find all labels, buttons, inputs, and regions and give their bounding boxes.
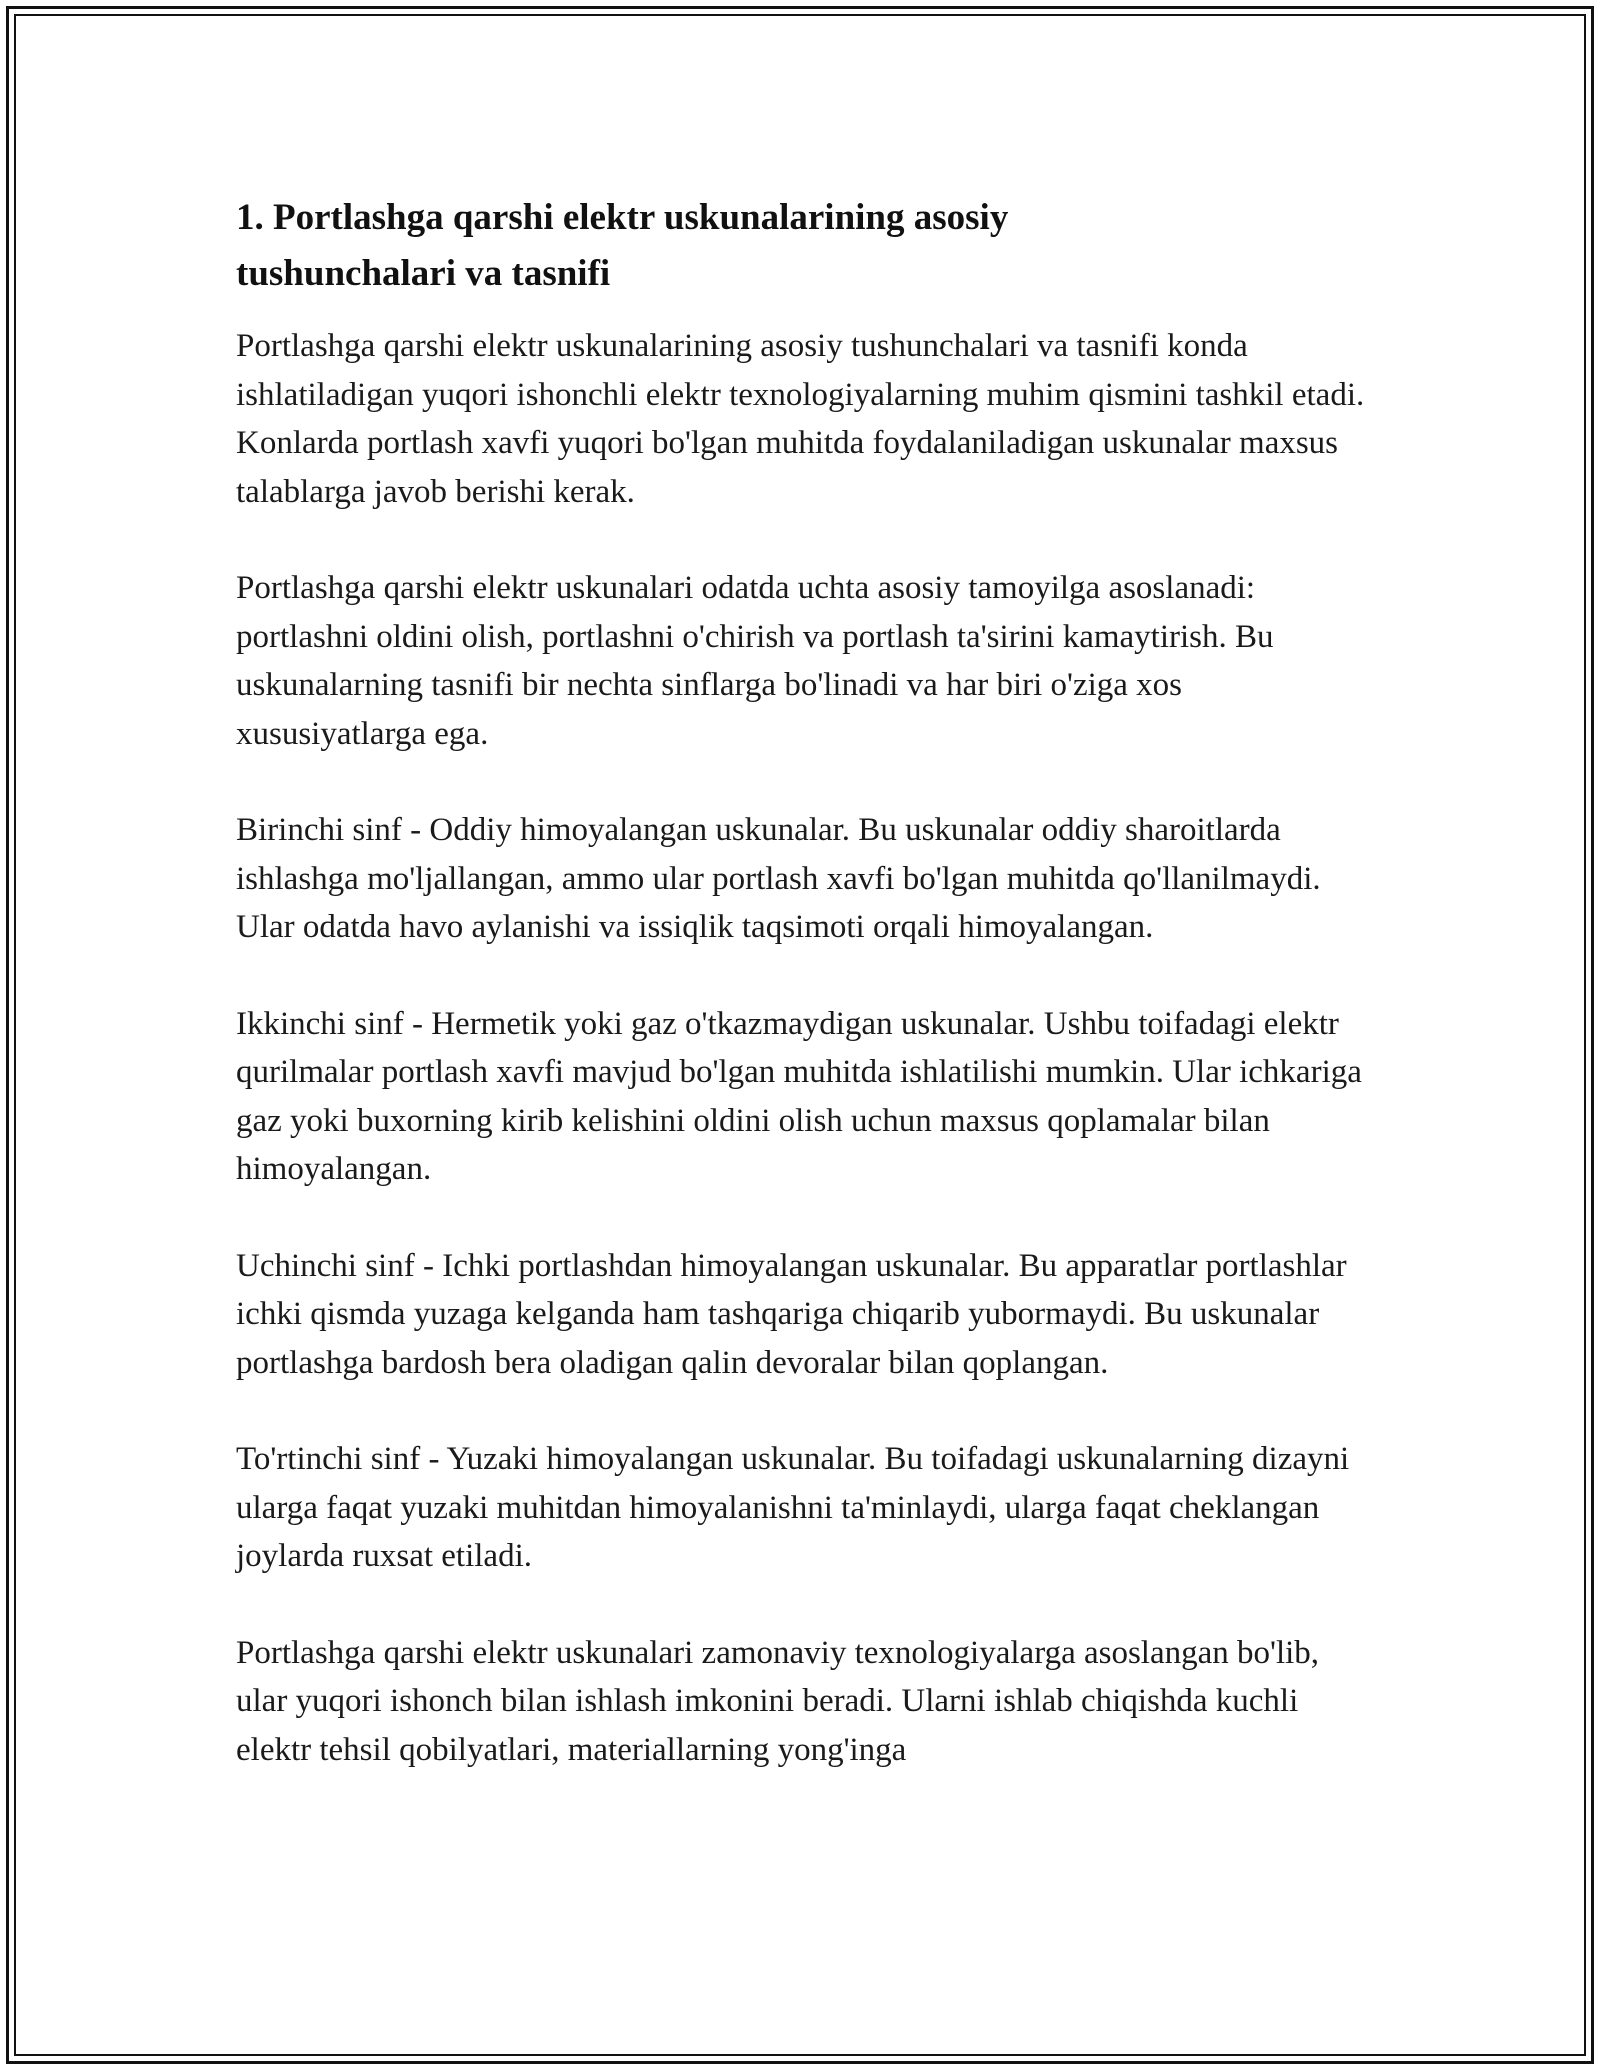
paragraph-intro: Portlashga qarshi elektr uskunalarining asosiy tushunchalari va tasnifi konda ishlatiladigan yuqori ishonchli elektr texnologiyalarning muhim qismini tashkil etadi. Konlarda portlash xavfi yuqori bo'lgan muhitda foydalaniladigan uskunalar maxsus talablarga javob berishi kerak. <box>236 328 1365 510</box>
paragraph-class-2: Ikkinchi sinf - Hermetik yoki gaz o'tkazmaydigan uskunalar. Ushbu toifadagi elektr qurilmalar portlash xavfi mavjud bo'lgan muhitda ishlatilishi mumkin. Ular ichkariga gaz yoki buxorning kirib kelishini oldini olish uchun maxsus qoplamalar bilan himoyalangan. <box>236 1005 1362 1187</box>
paragraph-class-3: Uchinchi sinf - Ichki portlashdan himoyalangan uskunalar. Bu apparatlar portlashlar ichki qismda yuzaga kelganda ham tashqariga chiqarib yubormaydi. Bu uskunalar portlashga bardosh bera oladigan qalin devoralar bilan qoplangan. <box>236 1247 1347 1381</box>
heading-line-1: 1. Portlashga qarshi elektr uskunalarining asosiy <box>236 197 1009 238</box>
paragraph-principles: Portlashga qarshi elektr uskunalari odatda uchta asosiy tamoyilga asoslanadi: portlashni oldini olish, portlashni o'chirish va portlash ta'sirini kamaytirish. Bu uskunalarning tasnifi bir nechta sinflarga bo'linadi va har biri o'ziga xos xususiyatlarga ega. <box>236 570 1274 752</box>
document-body <box>236 190 1376 1774</box>
section-heading <box>236 190 1376 302</box>
paragraph-class-4: To'rtinchi sinf - Yuzaki himoyalangan uskunalar. Bu toifadagi uskunalarning dizayni ularga faqat yuzaki muhitdan himoyalanishni ta'minlaydi, ularga faqat cheklangan joylarda ruxsat etiladi. <box>236 1441 1350 1574</box>
paragraph-conclusion: Portlashga qarshi elektr uskunalari zamonaviy texnologiyalarga asoslangan bo'lib, ular yuqori ishonch bilan ishlash imkonini beradi. Ularni ishlab chiqishda kuchli elektr tehsil qobilyatlari, materiallarning yong'inga <box>236 1634 1320 1768</box>
paragraph-class-1: Birinchi sinf - Oddiy himoyalangan uskunalar. Bu uskunalar oddiy sharoitlarda ishlashga mo'ljallangan, ammo ular portlash xavfi bo'lgan muhitda qo'llanilmaydi. Ular odatda havo aylanishi va issiqlik taqsimoti orqali himoyalangan. <box>236 812 1321 945</box>
heading-line-2: tushunchalari va tasnifi <box>236 253 611 294</box>
